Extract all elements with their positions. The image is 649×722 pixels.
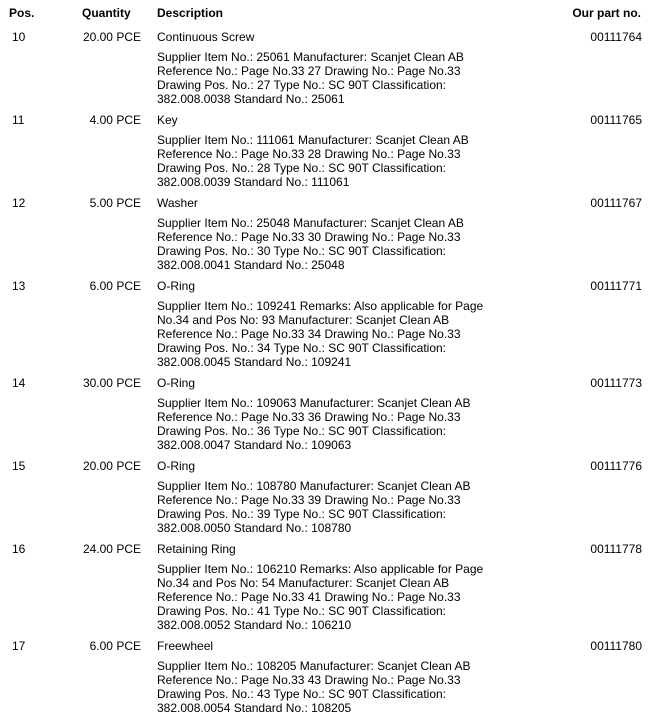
row-description xyxy=(157,639,497,715)
row-title: O-Ring xyxy=(157,376,196,390)
row-description xyxy=(157,542,497,632)
row-details: Supplier Item No.: 111061 Manufacturer: Scanjet Clean AB Reference No.: Page No.33 28 Drawing No.: Page No.33 Drawing Pos. No.: 28 Type No.: SC 90T Classification: 382.008.0039 Standard No.: 111061 xyxy=(157,133,469,189)
row-quantity: 20.00 PCE xyxy=(82,30,141,44)
row-pos: 11 xyxy=(12,113,25,127)
row-quantity: 20.00 PCE xyxy=(82,459,141,473)
row-description xyxy=(157,30,497,106)
row-details: Supplier Item No.: 109063 Manufacturer: Scanjet Clean AB Reference No.: Page No.33 36 Drawing No.: Page No.33 Drawing Pos. No.: 36 Type No.: SC 90T Classification: 382.008.0047 Standard No.: 109063 xyxy=(157,396,471,452)
row-title: Continuous Screw xyxy=(157,30,255,44)
row-title: O-Ring xyxy=(157,459,196,473)
table-row xyxy=(0,30,649,106)
row-pos: 12 xyxy=(12,196,26,210)
row-pos: 16 xyxy=(12,542,26,556)
table-row xyxy=(0,279,649,369)
row-part-no: 00111780 xyxy=(590,639,642,653)
row-pos: 10 xyxy=(12,30,26,44)
row-part-no: 00111776 xyxy=(590,459,642,473)
row-part-no: 00111765 xyxy=(590,113,642,127)
row-title: Washer xyxy=(157,196,198,210)
row-pos: 15 xyxy=(12,459,26,473)
row-details: Supplier Item No.: 25061 Manufacturer: Scanjet Clean AB Reference No.: Page No.33 27 Drawing No.: Page No.33 Drawing Pos. No.: 27 Type No.: SC 90T Classification: 382.008.0038 Standard No.: 25061 xyxy=(157,50,464,106)
row-quantity: 4.00 PCE xyxy=(89,113,141,127)
row-pos: 13 xyxy=(12,279,26,293)
row-part-no: 00111778 xyxy=(590,542,642,556)
table-row xyxy=(0,459,649,535)
row-description xyxy=(157,376,497,452)
row-pos: 17 xyxy=(12,639,26,653)
table-row xyxy=(0,639,649,715)
row-quantity: 30.00 PCE xyxy=(82,376,141,390)
row-title: Key xyxy=(157,113,178,127)
row-part-no: 00111771 xyxy=(590,279,642,293)
row-details: Supplier Item No.: 108205 Manufacturer: Scanjet Clean AB Reference No.: Page No.33 43 Drawing No.: Page No.33 Drawing Pos. No.: 43 Type No.: SC 90T Classification: 382.008.0054 Standard No.: 108205 xyxy=(157,659,471,715)
row-quantity: 5.00 PCE xyxy=(89,196,141,210)
table-row xyxy=(0,196,649,272)
header-description: Description xyxy=(157,6,224,20)
row-description xyxy=(157,279,497,369)
table-row xyxy=(0,542,649,632)
row-details: Supplier Item No.: 106210 Remarks: Also applicable for Page No.34 and Pos No: 54 Manufacturer: Scanjet Clean AB Reference No.: Page No.33 41 Drawing No.: Page No.33 Drawing Pos. No.: 41 Type No.: SC 90T Classification: 382.008.0052 Standard No.: 106210 xyxy=(157,562,484,632)
row-description xyxy=(157,459,497,535)
header-part-no: Our part no. xyxy=(572,6,641,20)
row-description xyxy=(157,196,497,272)
table-header xyxy=(0,6,649,22)
table-row xyxy=(0,376,649,452)
row-part-no: 00111764 xyxy=(590,30,642,44)
row-part-no: 00111767 xyxy=(590,196,642,210)
row-details: Supplier Item No.: 25048 Manufacturer: Scanjet Clean AB Reference No.: Page No.33 30 Drawing No.: Page No.33 Drawing Pos. No.: 30 Type No.: SC 90T Classification: 382.008.0041 Standard No.: 25048 xyxy=(157,216,464,272)
row-description xyxy=(157,113,497,189)
row-quantity: 6.00 PCE xyxy=(89,639,141,653)
header-quantity: Quantity xyxy=(82,6,131,20)
row-quantity: 6.00 PCE xyxy=(89,279,141,293)
row-pos: 14 xyxy=(12,376,26,390)
row-title: Freewheel xyxy=(157,639,214,653)
header-pos: Pos. xyxy=(9,6,35,20)
row-title: O-Ring xyxy=(157,279,196,293)
row-title: Retaining Ring xyxy=(157,542,236,556)
row-details: Supplier Item No.: 108780 Manufacturer: Scanjet Clean AB Reference No.: Page No.33 39 Drawing No.: Page No.33 Drawing Pos. No.: 39 Type No.: SC 90T Classification: 382.008.0050 Standard No.: 108780 xyxy=(157,479,471,535)
row-quantity: 24.00 PCE xyxy=(82,542,141,556)
item-list xyxy=(0,30,649,722)
row-part-no: 00111773 xyxy=(590,376,642,390)
row-details: Supplier Item No.: 109241 Remarks: Also applicable for Page No.34 and Pos No: 93 Manufacturer: Scanjet Clean AB Reference No.: Page No.33 34 Drawing No.: Page No.33 Drawing Pos. No.: 34 Type No.: SC 90T Classification: 382.008.0045 Standard No.: 109241 xyxy=(157,299,484,369)
table-row xyxy=(0,113,649,189)
